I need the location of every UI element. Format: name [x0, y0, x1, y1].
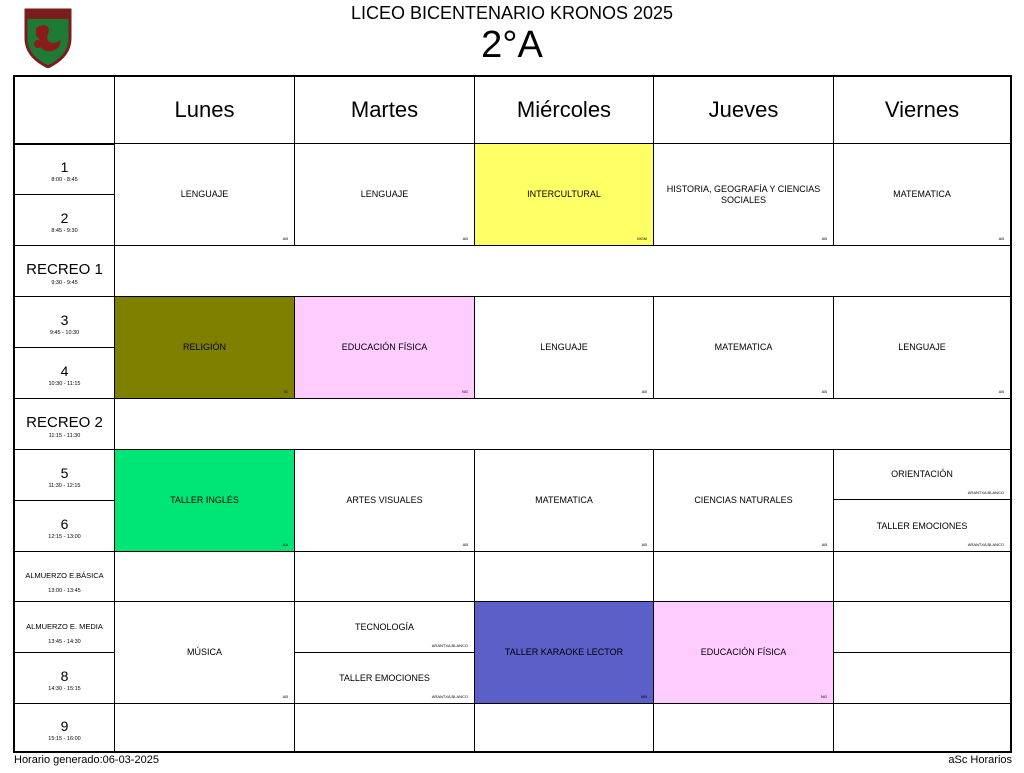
period-cell	[15, 718, 114, 742]
period-label: 9	[60, 718, 69, 734]
lesson-name: EDUCACIÓN FÍSICA	[700, 647, 787, 658]
lesson-name: MATEMATICA	[714, 342, 773, 353]
period-label: RECREO 1	[26, 261, 103, 278]
lesson-teacher: AB	[641, 389, 647, 395]
period-cell	[15, 668, 114, 692]
period-time: 13:00 - 13:45	[48, 588, 81, 594]
lesson-card[interactable]	[834, 297, 1010, 398]
grid-line	[833, 652, 1010, 653]
app-brand: aSc Horarios	[948, 754, 1012, 766]
lesson-teacher: AB	[282, 694, 288, 700]
grid-line	[15, 551, 1010, 552]
period-cell	[15, 571, 114, 594]
lesson-card[interactable]	[834, 450, 1010, 499]
lesson-teacher: NG	[821, 694, 827, 700]
lesson-name: MATEMATICA	[893, 189, 951, 200]
day-header: Miércoles	[516, 97, 612, 122]
lesson-name: TALLER KARAOKE LECTOR	[504, 647, 624, 658]
period-time: 14:30 - 15:15	[48, 686, 81, 692]
lesson-teacher: AB	[821, 389, 827, 395]
lesson-card[interactable]	[295, 653, 474, 703]
timetable-grid	[13, 75, 1012, 753]
lesson-name: EDUCACIÓN FÍSICA	[341, 342, 428, 353]
period-cell	[15, 622, 114, 645]
lesson-teacher: ARANTXA BLANCO	[967, 542, 1004, 548]
day-header: Martes	[350, 97, 419, 122]
generated-date: Horario generado:06-03-2025	[14, 754, 159, 766]
lesson-card[interactable]	[834, 144, 1010, 245]
lesson-teacher: ARANTXA BLANCO	[967, 490, 1004, 496]
class-title: 2°A	[481, 24, 543, 66]
grid-line	[15, 398, 1010, 399]
period-label: 5	[60, 465, 69, 481]
lesson-card[interactable]	[654, 450, 833, 551]
period-cell	[15, 261, 114, 286]
period-time: 15:15 - 16:00	[48, 736, 81, 742]
lesson-card[interactable]	[295, 450, 474, 551]
lesson-teacher: AB	[462, 542, 468, 548]
lesson-card[interactable]	[295, 297, 474, 398]
lesson-card[interactable]	[295, 602, 474, 652]
grid-line	[15, 194, 114, 195]
lesson-card[interactable]	[475, 297, 653, 398]
period-label: 8	[60, 668, 69, 684]
period-cell	[15, 465, 114, 489]
period-cell	[15, 159, 114, 183]
period-label: ALMUERZO E.BÁSICA	[25, 571, 104, 580]
period-time: 10:30 - 11:15	[48, 381, 81, 387]
lesson-teacher: AA	[282, 542, 288, 548]
lesson-teacher: AB	[998, 236, 1004, 242]
lesson-card[interactable]	[654, 144, 833, 245]
lesson-teacher: AB	[282, 236, 288, 242]
lesson-name: LENGUAJE	[898, 342, 946, 353]
lesson-card[interactable]	[295, 144, 474, 245]
grid-line	[15, 703, 1010, 704]
period-label: 3	[60, 312, 69, 328]
period-time: 9:30 - 9:45	[51, 280, 78, 286]
lesson-name: TALLER EMOCIONES	[339, 672, 430, 683]
period-label: 6	[60, 516, 69, 532]
day-header: Lunes	[174, 97, 235, 122]
lesson-card[interactable]	[834, 501, 1010, 551]
lesson-teacher: AB	[641, 542, 647, 548]
lesson-teacher: AB	[462, 236, 468, 242]
lesson-name: INTERCULTURAL	[527, 189, 601, 200]
school-title: LICEO BICENTENARIO KRONOS 2025	[350, 3, 674, 23]
period-cell	[15, 210, 114, 234]
day-header: Viernes	[884, 97, 960, 122]
period-cell	[15, 516, 114, 540]
period-label: 4	[60, 363, 69, 379]
lesson-teacher: MB	[641, 694, 647, 700]
lesson-card[interactable]	[115, 602, 294, 703]
period-label: 1	[60, 159, 69, 175]
lesson-card[interactable]	[654, 602, 833, 703]
lesson-name: LENGUAJE	[360, 189, 409, 200]
lesson-name: TALLER INGLÉS	[170, 495, 239, 506]
period-cell	[15, 414, 114, 439]
lesson-name: MÚSICA	[186, 647, 222, 658]
lesson-teacher: AB	[998, 389, 1004, 395]
lesson-card[interactable]	[475, 450, 653, 551]
lesson-card[interactable]	[115, 297, 294, 398]
lesson-teacher: ARANTXA BLANCO	[431, 694, 468, 700]
grid-line	[15, 500, 114, 501]
lesson-teacher: IG	[283, 389, 288, 395]
lesson-card[interactable]	[115, 450, 294, 551]
lesson-teacher: ARANTXA BLANCO	[431, 643, 468, 649]
grid-line	[15, 245, 1010, 246]
period-cell	[15, 312, 114, 336]
lesson-name: LENGUAJE	[540, 342, 588, 353]
grid-line	[15, 652, 114, 653]
period-label: ALMUERZO E. MEDIA	[26, 622, 103, 631]
lesson-teacher: MGM	[637, 236, 647, 242]
period-time: 11:30 - 12:15	[48, 483, 81, 489]
lesson-name: ORIENTACIÓN	[891, 469, 953, 480]
lesson-name: TALLER EMOCIONES	[876, 520, 968, 531]
lesson-teacher: AB	[821, 236, 827, 242]
lesson-name: HISTORIA, GEOGRAFÍA Y CIENCIAS SOCIALES	[666, 184, 821, 205]
lesson-card[interactable]	[115, 144, 294, 245]
period-label: RECREO 2	[26, 414, 103, 431]
lesson-card[interactable]	[475, 144, 653, 245]
period-label: 2	[60, 210, 69, 226]
lesson-card[interactable]	[654, 297, 833, 398]
lesson-teacher: AB	[821, 542, 827, 548]
grid-line	[15, 347, 114, 348]
period-time: 9:45 - 10:30	[49, 330, 80, 336]
lesson-name: LENGUAJE	[180, 189, 229, 200]
day-header: Jueves	[708, 97, 779, 122]
period-time: 13:45 - 14:30	[48, 639, 81, 645]
lesson-name: RELIGIÓN	[182, 342, 226, 353]
lesson-name: CIENCIAS NATURALES	[694, 495, 793, 506]
lesson-name: MATEMATICA	[535, 495, 593, 506]
grid-line	[833, 499, 1010, 500]
period-time: 8:00 - 8:45	[51, 177, 78, 183]
period-cell	[15, 363, 114, 387]
lesson-name: ARTES VISUALES	[346, 495, 423, 506]
period-time: 8:45 - 9:30	[51, 228, 78, 234]
period-time: 11:15 - 11:30	[48, 433, 81, 439]
lesson-card[interactable]	[475, 602, 653, 703]
lesson-teacher: NG	[462, 389, 468, 395]
lesson-name: TECNOLOGÍA	[354, 621, 414, 632]
period-time: 12:15 - 13:00	[48, 534, 81, 540]
